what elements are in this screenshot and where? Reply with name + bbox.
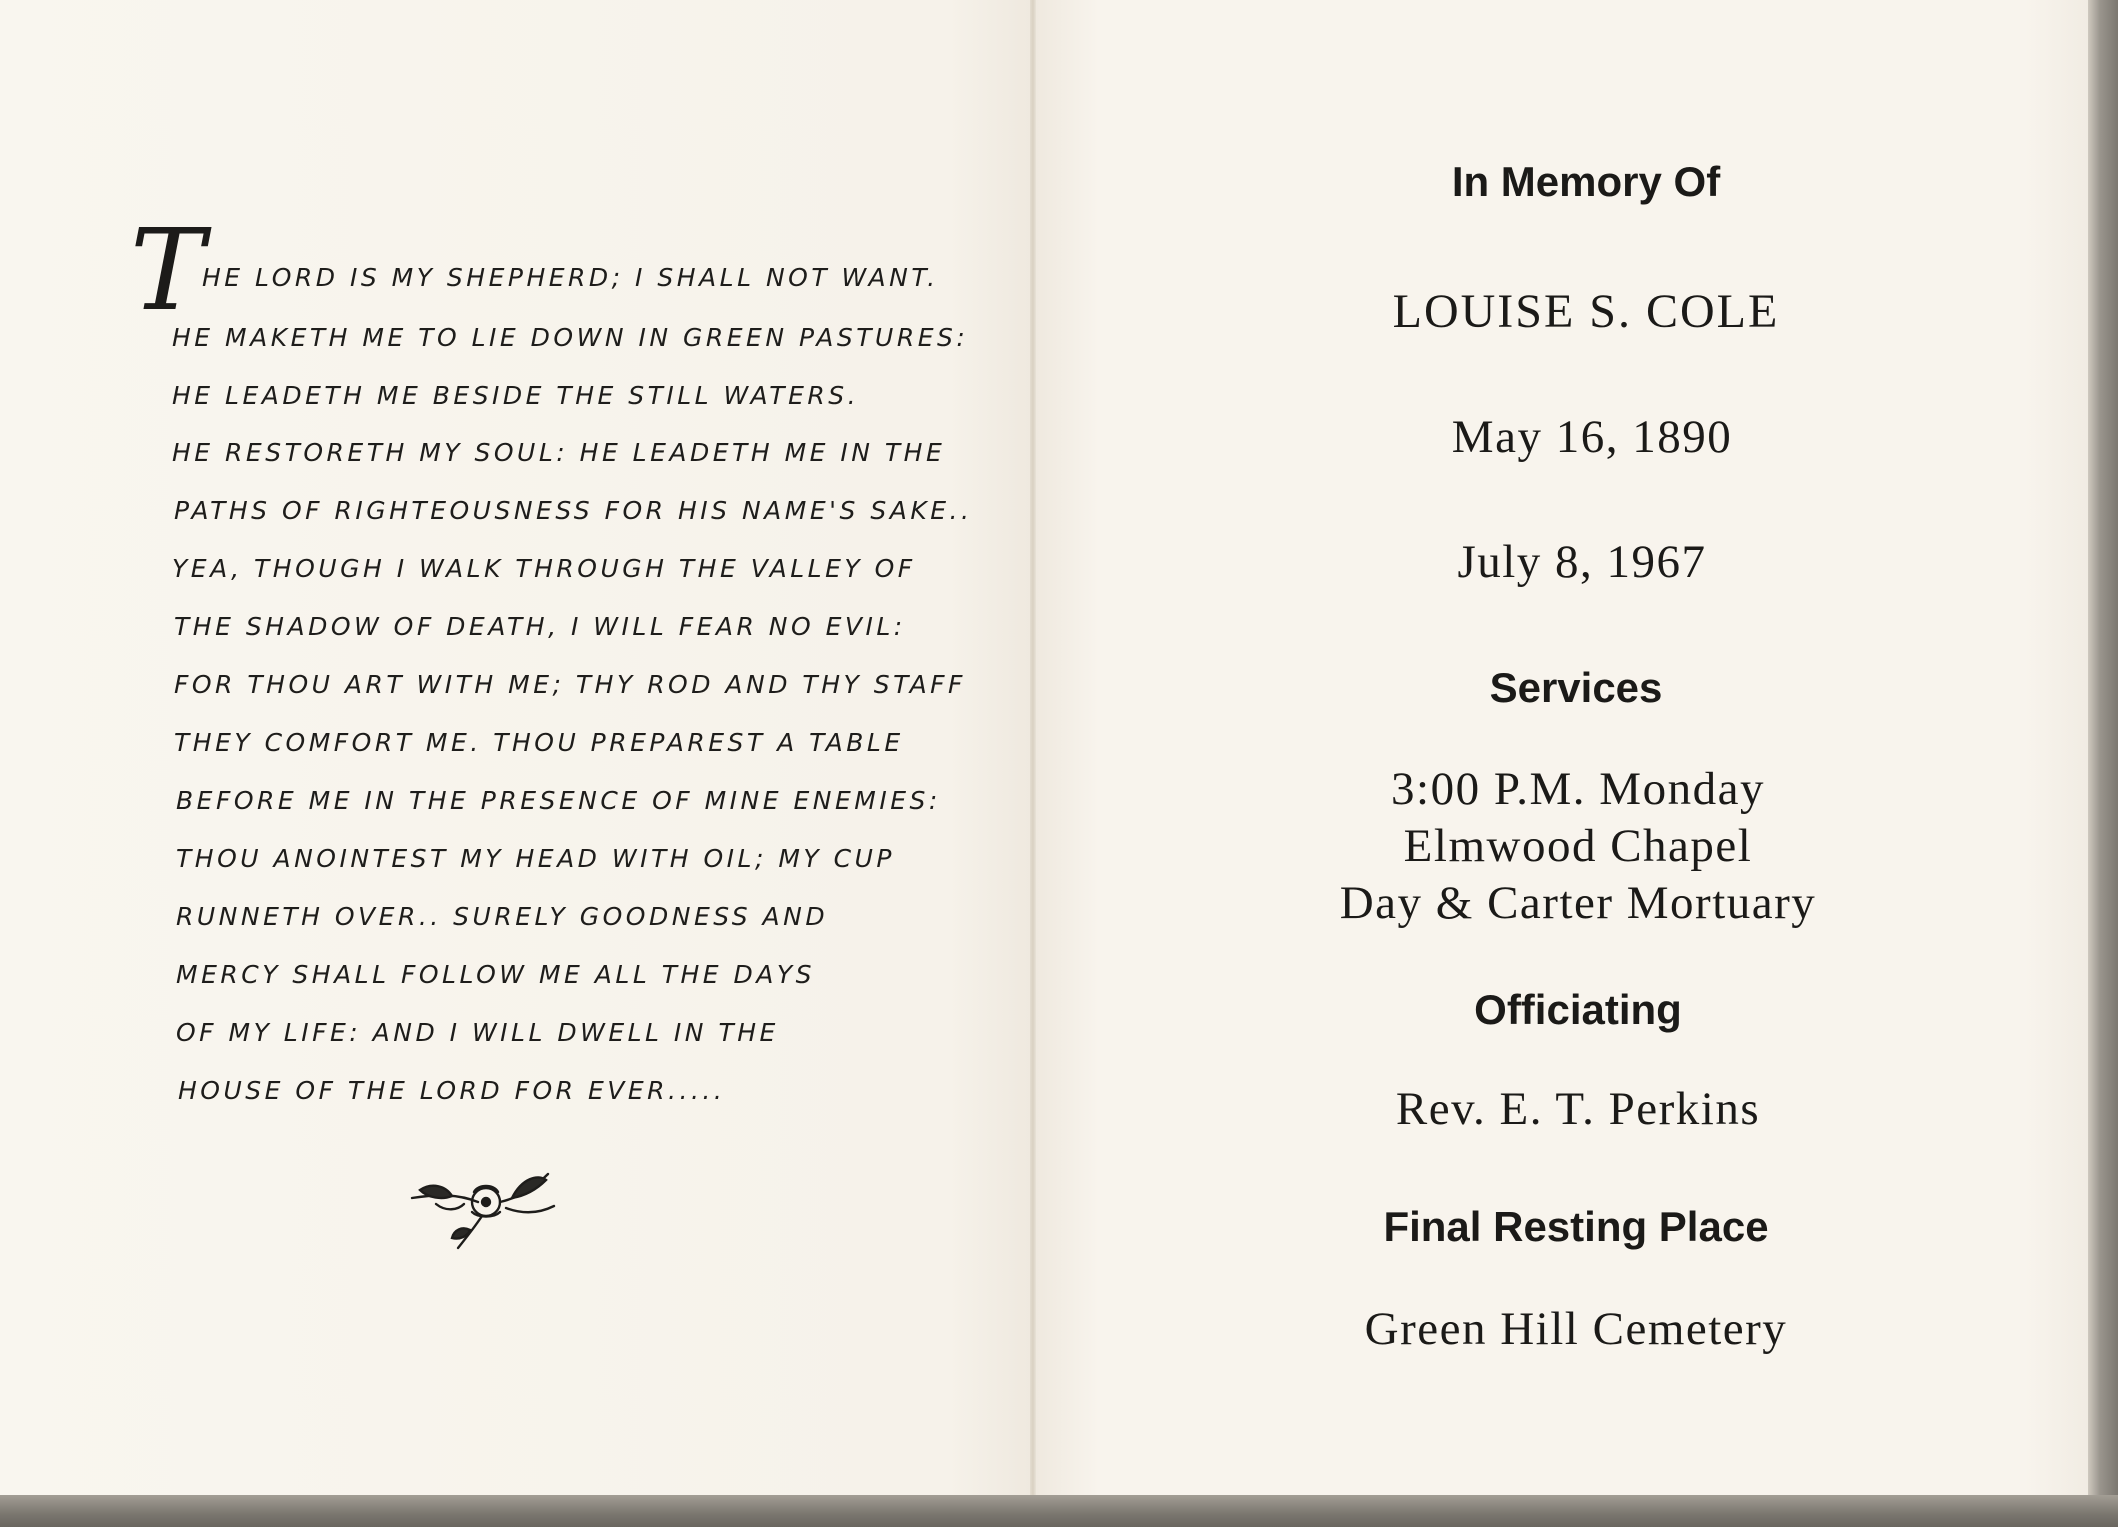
psalm-line: BEFORE ME IN THE PRESENCE OF MINE ENEMIES: [176,786,941,815]
psalm-line: HOUSE OF THE LORD FOR EVER..... [178,1076,726,1105]
psalm-line: MERCY SHALL FOLLOW ME ALL THE DAYS [176,960,815,989]
psalm-line: HE RESTORETH MY SOUL: HE LEADETH ME IN THE [172,438,946,467]
psalm-line: YEA, THOUGH I WALK THROUGH THE VALLEY OF [172,554,916,583]
services-heading: Services [1489,664,1663,711]
mortuary: Day & Carter Mortuary [1339,877,1817,929]
officiant-name: Rev. E. T. Perkins [1395,1083,1761,1135]
resting-place-heading: Final Resting Place [1383,1203,1769,1250]
left-panel [0,0,1030,1495]
in-memory-heading: In Memory Of [1451,158,1721,205]
psalm-line: THEY COMFORT ME. THOU PREPAREST A TABLE [174,728,904,757]
cemetery-name: Green Hill Cemetery [1364,1303,1788,1355]
service-place: Elmwood Chapel [1403,820,1753,872]
drop-cap: T [130,206,205,336]
birth-date: May 16, 1890 [1451,411,1733,463]
psalm-line: OF MY LIFE: AND I WILL DWELL IN THE [176,1018,779,1047]
right-panel [1036,0,2088,1495]
scan-edge-right [2088,0,2118,1527]
psalm-line: HE LEADETH ME BESIDE THE STILL WATERS. [172,381,860,410]
officiating-heading: Officiating [1474,986,1682,1033]
psalm-line: PATHS OF RIGHTEOUSNESS FOR HIS NAME'S SAKE.. [174,496,973,525]
deceased-name: LOUISE S. COLE [1392,285,1780,338]
flower-sprig-icon [408,1168,558,1252]
death-date: July 8, 1967 [1457,536,1707,588]
psalm-line: RUNNETH OVER.. SURELY GOODNESS AND [176,902,829,931]
psalm-line: HE MAKETH ME TO LIE DOWN IN GREEN PASTURES: [172,323,969,352]
psalm-line: HE LORD IS MY SHEPHERD; I SHALL NOT WANT. [202,263,939,292]
psalm-line: FOR THOU ART WITH ME; THY ROD AND THY STAFF [174,670,966,699]
psalm-line: THE SHADOW OF DEATH, I WILL FEAR NO EVIL: [174,612,906,641]
service-time: 3:00 P.M. Monday [1391,763,1765,815]
scan-edge-bottom [0,1495,2118,1527]
psalm-line: THOU ANOINTEST MY HEAD WITH OIL; MY CUP [176,844,895,873]
